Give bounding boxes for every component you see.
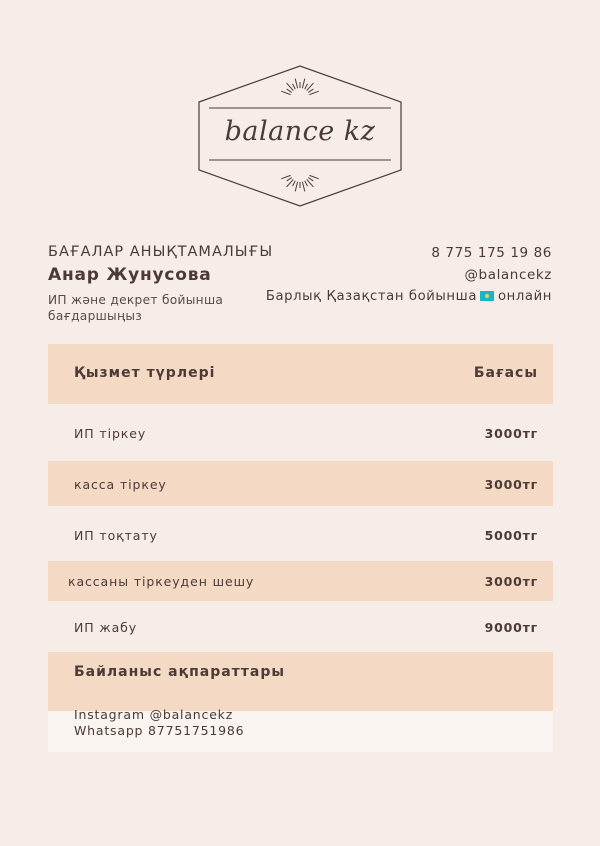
contacts-list xyxy=(74,707,244,739)
table-row-price: 5000тг xyxy=(484,528,538,543)
person-name: Анар Жунусова xyxy=(48,265,212,285)
contacts-header xyxy=(48,652,553,711)
logo xyxy=(195,62,405,210)
contact-whatsapp: Whatsapp 87751751986 xyxy=(74,723,245,738)
instagram-handle: @balancekz xyxy=(464,267,552,283)
contacts-title: Байланыс ақпараттары xyxy=(74,664,286,680)
document-title: БАҒАЛАР АНЫҚТАМАЛЫҒЫ xyxy=(48,244,274,260)
column-header-service: Қызмет түрлері xyxy=(74,365,216,381)
table-row-price: 9000тг xyxy=(484,620,538,635)
logo-text: balance kz xyxy=(224,116,376,147)
table-row-service: кассаны тіркеуден шешу xyxy=(68,574,255,589)
column-header-price: Бағасы xyxy=(473,365,538,381)
table-row-service: ИП тіркеу xyxy=(74,426,147,441)
phone-number: 8 775 175 19 86 xyxy=(431,245,552,261)
region-prefix: Барлық Қазақстан бойынша xyxy=(265,289,477,304)
region-line xyxy=(266,286,552,308)
table-row-service: касса тіркеу xyxy=(74,477,167,492)
region-suffix: онлайн xyxy=(498,289,552,304)
table-row-service: ИП жабу xyxy=(74,620,138,635)
kazakhstan-flag-icon xyxy=(480,291,494,301)
header-right xyxy=(266,242,552,308)
table-row-price: 3000тг xyxy=(484,426,538,441)
table-row-price: 3000тг xyxy=(484,574,538,589)
table-row-price: 3000тг xyxy=(484,477,538,492)
contact-instagram: Instagram @balancekz xyxy=(74,707,234,722)
person-description: ИП және декрет бойынша бағдаршыңыз xyxy=(48,293,224,323)
table-row-service: ИП тоқтату xyxy=(74,528,158,543)
